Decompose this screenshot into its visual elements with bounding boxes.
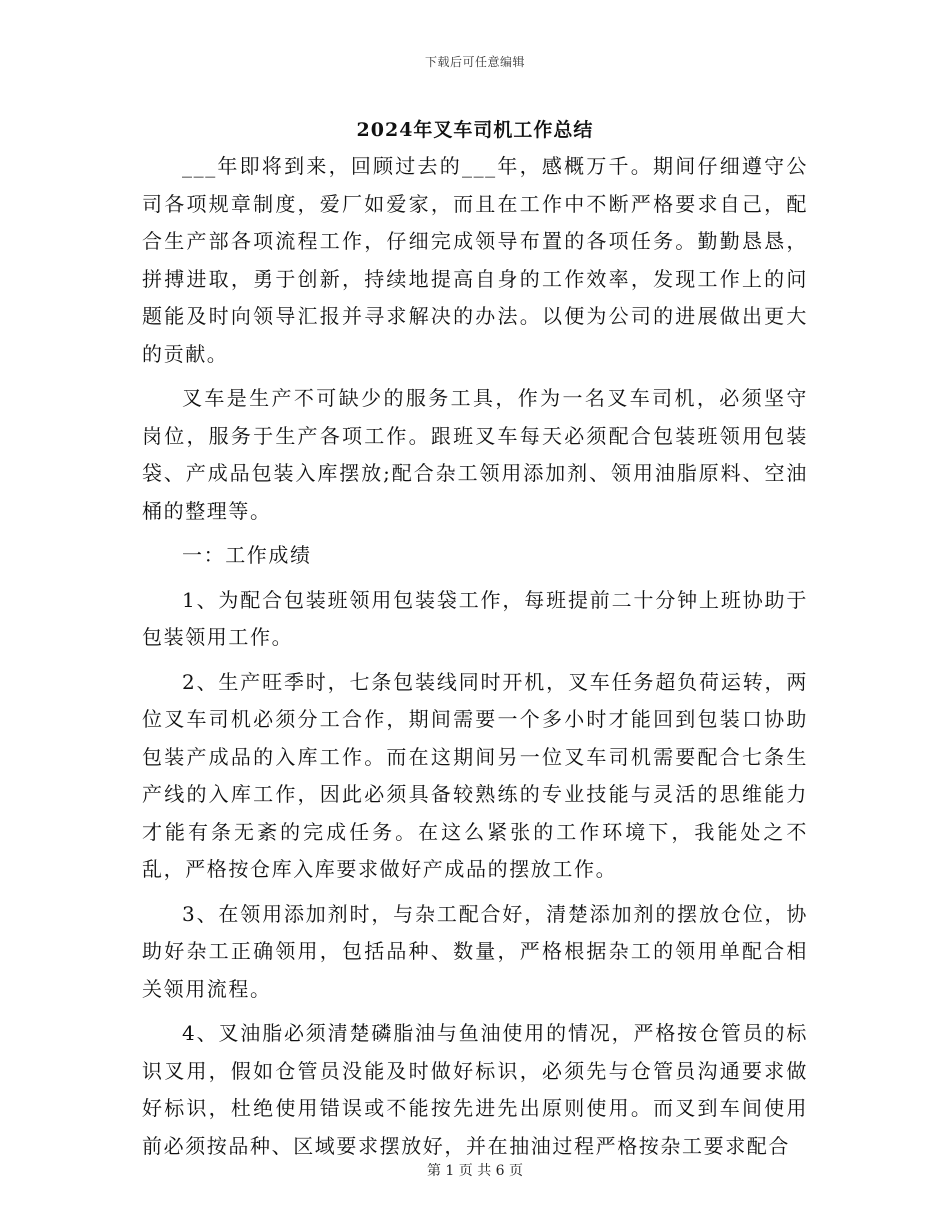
list-item-3: 3、在领用添加剂时，与杂工配合好，清楚添加剂的摆放仓位，协助好杂工正确领用，包括品种、数量，严格根据杂工的领用单配合相关领用流程。 bbox=[142, 901, 808, 1001]
header-note: 下载后可任意编辑 bbox=[424, 55, 525, 69]
paragraph-forklift-role: 叉车是生产不可缺少的服务工具，作为一名叉车司机，必须坚守岗位，服务于生产各项工作。跟班叉车每天必须配合包装班领用包装袋、产成品包装入库摆放;配合杂工领用添加剂、领用油脂原料、空油桶的整理等。 bbox=[142, 386, 808, 523]
list-item-1: 1、为配合包装班领用包装袋工作，每班提前二十分钟上班协助于包装领用工作。 bbox=[142, 587, 808, 649]
list-item-2: 2、生产旺季时，七条包装线同时开机，叉车任务超负荷运转，两位叉车司机必须分工合作，期间需要一个多小时才能回到包装口协助包装产成品的入库工作。而在这期间另一位叉车司机需要配合七条生产线的入库工作，因此必须具备较熟练的专业技能与灵活的思维能力才能有条无紊的完成任务。在这么紧张的工作环境下，我能处之不乱，严格按仓库入库要求做好产成品的摆放工作。 bbox=[142, 669, 808, 881]
page-footer: 第 1 页 共 6 页 bbox=[426, 1163, 524, 1179]
list-item-4: 4、叉油脂必须清楚磷脂油与鱼油使用的情况，严格按仓管员的标识叉用，假如仓管员没能及时做好标识，必须先与仓管员沟通要求做好标识，杜绝使用错误或不能按先进先出原则使用。而叉到车间使用前必须按品种、区域要求摆放好，并在抽油过程严格按杂工要求配合 bbox=[142, 1021, 808, 1158]
document-body bbox=[142, 148, 808, 1172]
document-title: 2024年叉车司机工作总结 bbox=[356, 119, 594, 141]
paragraph-intro: ___年即将到来，回顾过去的___年，感概万千。期间仔细遵守公司各项规章制度，爱厂如爱家，而且在工作中不断严格要求自己，配合生产部各项流程工作，仔细完成领导布置的各项任务。勤勤恳恳，拼搏进取，勇于创新，持续地提高自身的工作效率，发现工作上的问题能及时向领导汇报并寻求解决的办法。以便为公司的进展做出更大的贡献。 bbox=[142, 154, 808, 366]
section-heading-achievements: 一：工作成绩 bbox=[182, 543, 312, 567]
